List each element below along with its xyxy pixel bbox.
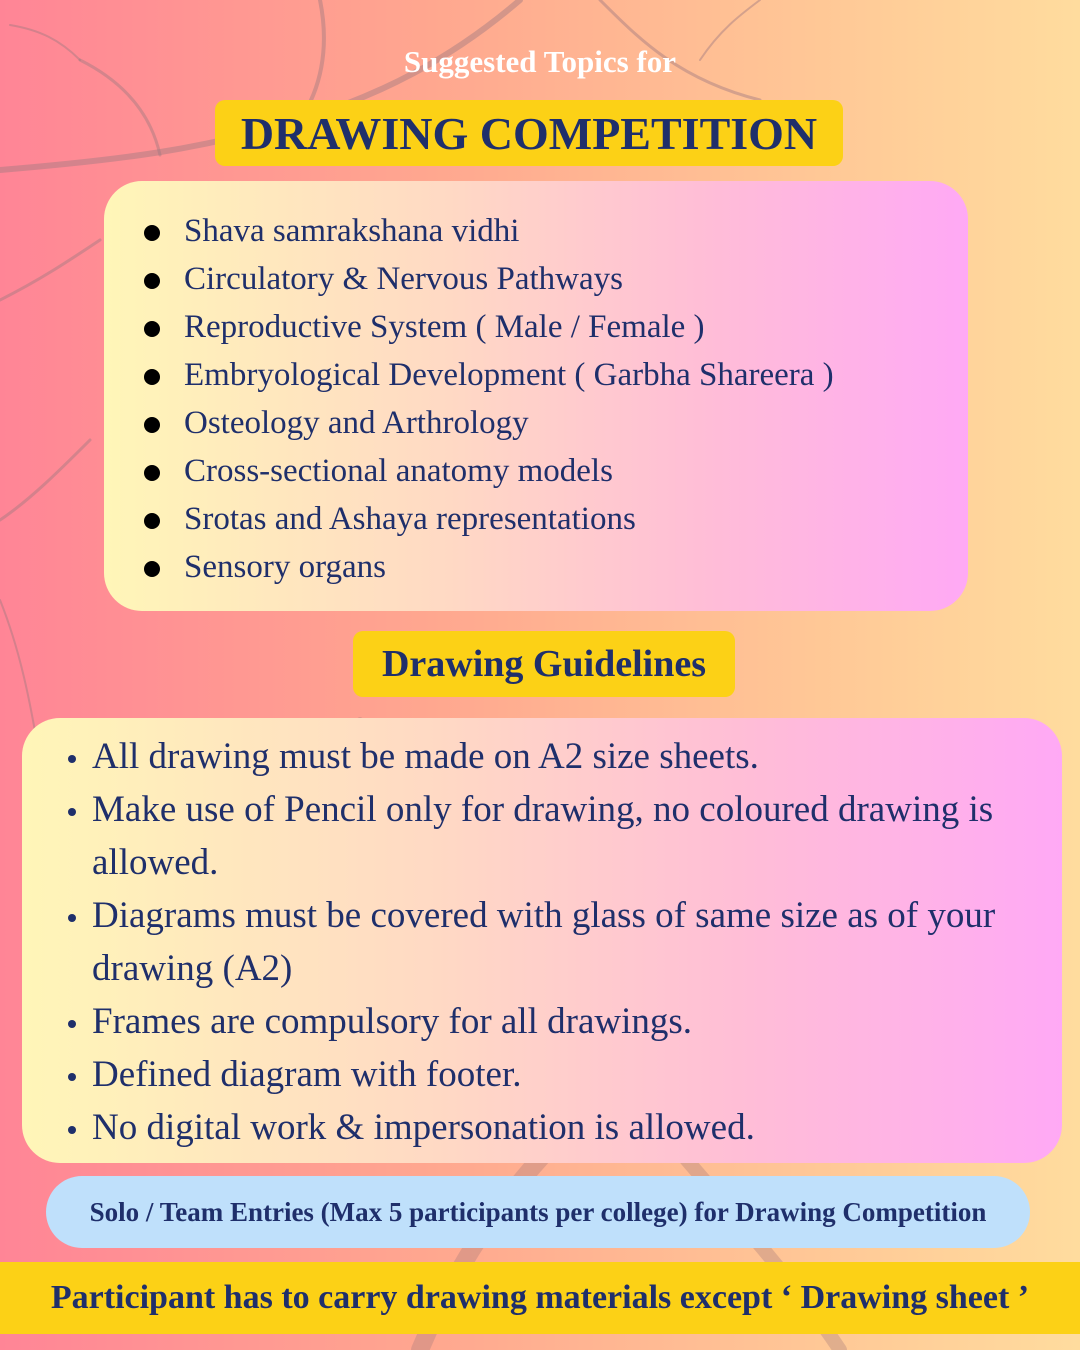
title-badge — [215, 100, 843, 166]
topics-card — [104, 181, 968, 611]
bullet-icon — [68, 1073, 76, 1081]
entries-note — [46, 1176, 1030, 1248]
footer-note-text: Participant has to carry drawing materials except ‘ Drawing sheet ’ — [50, 1279, 1030, 1316]
footer-note — [0, 1262, 1080, 1334]
guideline-text: Make use of Pencil only for drawing, no coloured drawing is allowed. — [92, 789, 994, 883]
guideline-item — [68, 730, 1042, 783]
topic-label: Reproductive System ( Male / Female ) — [184, 309, 705, 345]
topic-label: Shava samrakshana vidhi — [184, 213, 520, 249]
guideline-item — [68, 1048, 1042, 1101]
topic-label: Osteology and Arthrology — [184, 405, 529, 441]
topics-list — [144, 207, 968, 591]
topic-label: Sensory organs — [184, 549, 386, 585]
topic-item — [144, 255, 968, 303]
bullet-icon — [68, 808, 76, 816]
page-title: DRAWING COMPETITION — [240, 107, 818, 159]
topic-label: Embryological Development ( Garbha Shareera ) — [184, 357, 834, 393]
guideline-text: All drawing must be made on A2 size sheets. — [92, 736, 759, 777]
bullet-icon — [68, 1020, 76, 1028]
topic-label: Circulatory & Nervous Pathways — [184, 261, 624, 297]
guidelines-badge — [353, 631, 735, 697]
bullet-icon — [144, 225, 160, 241]
bullet-icon — [68, 914, 76, 922]
bullet-icon — [144, 513, 160, 529]
guideline-text: Defined diagram with footer. — [92, 1054, 522, 1095]
guideline-item — [68, 995, 1042, 1048]
bullet-icon — [144, 369, 160, 385]
entries-note-text: Solo / Team Entries (Max 5 participants per college) for Drawing Competition — [89, 1196, 987, 1227]
bullet-icon — [144, 321, 160, 337]
topic-item — [144, 543, 968, 591]
topic-label: Cross-sectional anatomy models — [184, 453, 613, 489]
topic-item — [144, 207, 968, 255]
guideline-item — [68, 783, 1042, 889]
bullet-icon — [68, 755, 76, 763]
topic-item — [144, 399, 968, 447]
guideline-text: No digital work & impersonation is allowed. — [92, 1107, 755, 1148]
bullet-icon — [144, 465, 160, 481]
topic-item — [144, 447, 968, 495]
header-subtitle: Suggested Topics for — [403, 44, 677, 79]
bullet-icon — [144, 273, 160, 289]
guidelines-card — [22, 718, 1062, 1163]
guideline-item — [68, 889, 1042, 995]
guidelines-list — [68, 730, 1042, 1154]
bullet-icon — [144, 417, 160, 433]
topic-item — [144, 351, 968, 399]
bullet-icon — [144, 561, 160, 577]
guideline-text: Frames are compulsory for all drawings. — [92, 1001, 693, 1042]
guidelines-heading: Drawing Guidelines — [381, 643, 707, 685]
bullet-icon — [68, 1126, 76, 1134]
topic-label: Srotas and Ashaya representations — [184, 501, 636, 537]
guideline-text: Diagrams must be covered with glass of same size as of your drawing (A2) — [92, 895, 996, 989]
topic-item — [144, 303, 968, 351]
topic-item — [144, 495, 968, 543]
guideline-item — [68, 1101, 1042, 1154]
